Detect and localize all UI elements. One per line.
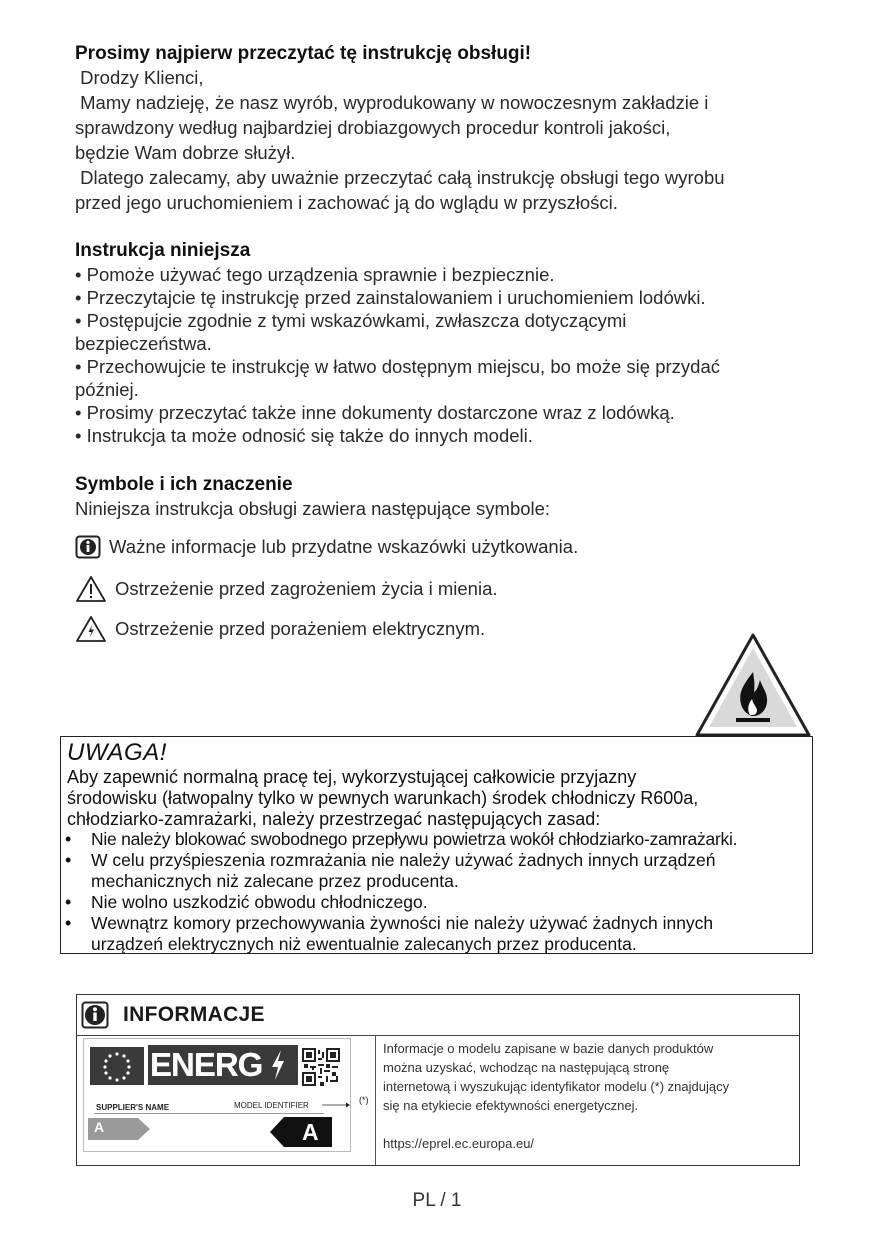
info-title: INFORMACJE [123, 1003, 265, 1026]
energy-label [83, 1038, 351, 1152]
info-icon [75, 535, 101, 559]
instructions-line: • Pomoże używać tego urządzenia sprawnie i bezpiecznie. [75, 264, 555, 285]
warning-bullet: • Nie należy blokować swobodnego przepływu powietrza wokół chłodziarko-zamrażarki. [61, 829, 811, 850]
intro-line: Drodzy Klienci, [75, 67, 204, 88]
info-icon [81, 1001, 109, 1029]
label-divider [94, 1113, 324, 1114]
qr-code-icon [302, 1048, 340, 1086]
info-text-line: można uzyskać, wchodząc na następującą stronę [383, 1060, 670, 1075]
intro-title: Prosimy najpierw przeczytać tę instrukcję obsługi! [75, 43, 532, 64]
instructions-line: • Postępujcie zgodnie z tymi wskazówkami, zwłaszcza dotyczącymi [75, 310, 627, 331]
warning-bullet: • Nie wolno uszkodzić obwodu chłodniczego. [61, 892, 811, 913]
eprel-link[interactable]: https://eprel.ec.europa.eu/ [383, 1136, 535, 1151]
supplier-name: SUPPLIER'S NAME [96, 1103, 170, 1112]
class-small-letter: A [94, 1119, 105, 1135]
instructions-line: • Przechowujcie te instrukcję w łatwo dostępnym miejscu, bo może się przydać [75, 356, 720, 377]
info-text-line: Informacje o modelu zapisane w bazie danych produktów [383, 1041, 714, 1056]
warning-bullet: • W celu przyśpieszenia rozmrażania nie należy używać żadnych innych urządzeń mechanicznych niż zalecane przez producenta. [61, 850, 811, 892]
warning-line: chłodziarko-zamrażarki, należy przestrzegać następujących zasad: [67, 809, 601, 829]
info-text-line: internetową i wyszukując identyfikator modelu (*) znajdujący [383, 1079, 730, 1094]
flammable-icon [694, 632, 812, 738]
instructions-line: bezpieczeństwa. [75, 333, 212, 354]
intro-line: Dlatego zalecamy, aby uważnie przeczytać całą instrukcję obsługi tego wyrobu [75, 167, 725, 188]
page-number: PL / 1 [412, 1190, 462, 1211]
class-arrow-big-icon [270, 1117, 332, 1147]
class-big-letter: A [302, 1119, 319, 1145]
intro-line: sprawdzony według najbardziej drobiazgowych procedur kontroli jakości, [75, 117, 671, 138]
symbols-subtitle: Niniejsza instrukcja obsługi zawiera następujące symbole: [75, 498, 551, 519]
intro-line: przed jego uruchomieniem i zachować ją do wglądu w przyszłości. [75, 192, 618, 213]
electric-shock-icon [75, 615, 107, 643]
lightning-icon [270, 1049, 286, 1081]
warning-line: środowisku (łatwopalny tylko w pewnych warunkach) środek chłodniczy R600a, [67, 788, 699, 808]
symbol-text: Ostrzeżenie przed porażeniem elektrycznym. [115, 618, 486, 639]
arrow-right-icon [322, 1101, 352, 1109]
intro-line: będzie Wam dobrze służył. [75, 142, 296, 163]
warning-list [61, 829, 811, 955]
asterisk-note: (*) [359, 1095, 369, 1105]
warning-bullet: • Wewnątrz komory przechowywania żywności nie należy używać żadnych innych urządzeń elektrycznych niż ewentualnie zalecanych przez producenta. [61, 913, 811, 955]
instructions-line: • Przeczytajcie tę instrukcję przed zainstalowaniem i uruchomieniem lodówki. [75, 287, 706, 308]
instructions-line: • Instrukcja ta może odnosić się także do innych modeli. [75, 425, 533, 446]
symbol-text: Ważne informacje lub przydatne wskazówki użytkowania. [109, 536, 579, 557]
info-box [76, 994, 800, 1166]
info-text-line [383, 1115, 793, 1134]
info-text [383, 1039, 793, 1153]
symbol-row-info [75, 535, 578, 559]
symbols-section [75, 474, 815, 521]
model-identifier: MODEL IDENTIFIER [234, 1101, 309, 1110]
symbol-row-warning [75, 575, 498, 603]
symbols-title: Symbole i ich znaczenie [75, 474, 293, 495]
instructions-title: Instrukcja niniejsza [75, 240, 251, 261]
eu-flag-icon [90, 1047, 144, 1085]
warning-intro [67, 767, 807, 830]
intro-section [75, 43, 815, 215]
energy-label-area [77, 1035, 376, 1165]
instructions-section [75, 240, 815, 447]
info-header [77, 995, 799, 1036]
warning-line: Aby zapewnić normalną pracę tej, wykorzystującej całkowicie przyjazny [67, 767, 637, 787]
warning-box [60, 736, 813, 954]
symbol-row-electric [75, 615, 485, 643]
energy-word: ENERG [150, 1046, 263, 1083]
instructions-line: • Prosimy przeczytać także inne dokumenty dostarczone wraz z lodówką. [75, 402, 675, 423]
warning-title: UWAGA! [67, 739, 167, 766]
intro-line: Mamy nadzieję, że nasz wyrób, wyprodukowany w nowoczesnym zakładzie i [75, 92, 709, 113]
instructions-line: później. [75, 379, 139, 400]
warning-triangle-icon [75, 575, 107, 603]
symbol-text: Ostrzeżenie przed zagrożeniem życia i mienia. [115, 578, 498, 599]
info-text-line: się na etykiecie efektywności energetycznej. [383, 1098, 639, 1113]
